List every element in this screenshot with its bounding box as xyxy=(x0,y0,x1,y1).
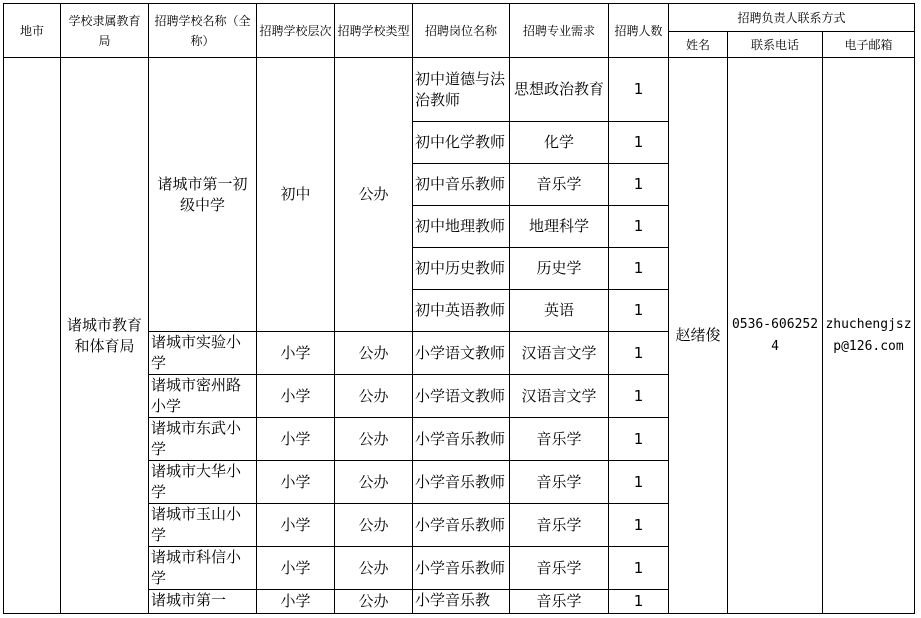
position-cell: 初中道德与法治教师 xyxy=(413,58,510,122)
major-cell: 音乐学 xyxy=(510,590,609,614)
count-cell: 1 xyxy=(609,461,669,504)
school-level-cell: 初中 xyxy=(257,58,335,332)
school-level-cell: 小学 xyxy=(257,418,335,461)
count-cell: 1 xyxy=(609,547,669,590)
position-cell: 初中音乐教师 xyxy=(413,164,510,206)
header-level: 招聘学校层次 xyxy=(257,4,335,58)
school-type-cell: 公办 xyxy=(335,461,413,504)
school-level-cell: 小学 xyxy=(257,375,335,418)
school-level-cell: 小学 xyxy=(257,504,335,547)
position-cell: 初中地理教师 xyxy=(413,206,510,248)
school-type-cell: 公办 xyxy=(335,590,413,614)
position-cell: 小学音乐教师 xyxy=(413,504,510,547)
contact-email-cell: zhuchengjszp@126.com xyxy=(823,58,915,614)
count-cell: 1 xyxy=(609,206,669,248)
major-cell: 音乐学 xyxy=(510,547,609,590)
major-cell: 历史学 xyxy=(510,248,609,290)
header-count: 招聘人数 xyxy=(609,4,669,58)
header-contact: 招聘负责人联系方式 xyxy=(669,4,915,32)
count-cell: 1 xyxy=(609,58,669,122)
header-region: 地市 xyxy=(4,4,61,58)
major-cell: 汉语言文学 xyxy=(510,375,609,418)
recruitment-table xyxy=(3,3,915,614)
major-cell: 音乐学 xyxy=(510,418,609,461)
count-cell: 1 xyxy=(609,418,669,461)
count-cell: 1 xyxy=(609,590,669,614)
school-name-cell: 诸城市第一初级中学 xyxy=(149,58,257,332)
position-cell: 小学语文教师 xyxy=(413,332,510,375)
count-cell: 1 xyxy=(609,504,669,547)
school-type-cell: 公办 xyxy=(335,547,413,590)
school-name-cell: 诸城市东武小学 xyxy=(149,418,257,461)
header-major: 招聘专业需求 xyxy=(510,4,609,58)
major-cell: 音乐学 xyxy=(510,461,609,504)
position-cell: 小学音乐教 xyxy=(413,590,510,614)
school-type-cell: 公办 xyxy=(335,58,413,332)
school-name-cell: 诸城市大华小学 xyxy=(149,461,257,504)
contact-name-cell: 赵绪俊 xyxy=(669,58,728,614)
position-cell: 初中英语教师 xyxy=(413,290,510,332)
position-cell: 小学音乐教师 xyxy=(413,461,510,504)
header-bureau: 学校隶属教育局 xyxy=(61,4,149,58)
header-contact-name: 姓名 xyxy=(669,32,728,58)
position-cell: 小学音乐教师 xyxy=(413,418,510,461)
count-cell: 1 xyxy=(609,290,669,332)
school-name-cell: 诸城市第一 xyxy=(149,590,257,614)
school-level-cell: 小学 xyxy=(257,332,335,375)
major-cell: 音乐学 xyxy=(510,164,609,206)
position-cell: 初中历史教师 xyxy=(413,248,510,290)
school-type-cell: 公办 xyxy=(335,504,413,547)
major-cell: 英语 xyxy=(510,290,609,332)
header-contact-email: 电子邮箱 xyxy=(823,32,915,58)
position-cell: 小学语文教师 xyxy=(413,375,510,418)
count-cell: 1 xyxy=(609,375,669,418)
position-cell: 小学音乐教师 xyxy=(413,547,510,590)
school-name-cell: 诸城市科信小学 xyxy=(149,547,257,590)
school-type-cell: 公办 xyxy=(335,332,413,375)
count-cell: 1 xyxy=(609,332,669,375)
major-cell: 汉语言文学 xyxy=(510,332,609,375)
major-cell: 地理科学 xyxy=(510,206,609,248)
count-cell: 1 xyxy=(609,164,669,206)
school-level-cell: 小学 xyxy=(257,547,335,590)
position-cell: 初中化学教师 xyxy=(413,122,510,164)
header-position: 招聘岗位名称 xyxy=(413,4,510,58)
region-cell xyxy=(4,58,61,614)
school-name-cell: 诸城市玉山小学 xyxy=(149,504,257,547)
header-contact-phone: 联系电话 xyxy=(728,32,823,58)
school-type-cell: 公办 xyxy=(335,375,413,418)
school-type-cell: 公办 xyxy=(335,418,413,461)
count-cell: 1 xyxy=(609,248,669,290)
count-cell: 1 xyxy=(609,122,669,164)
school-name-cell: 诸城市实验小学 xyxy=(149,332,257,375)
major-cell: 音乐学 xyxy=(510,504,609,547)
school-level-cell: 小学 xyxy=(257,590,335,614)
school-name-cell: 诸城市密州路小学 xyxy=(149,375,257,418)
major-cell: 思想政治教育 xyxy=(510,58,609,122)
header-school-name: 招聘学校名称（全称） xyxy=(149,4,257,58)
major-cell: 化学 xyxy=(510,122,609,164)
bureau-cell: 诸城市教育和体育局 xyxy=(61,58,149,614)
header-type: 招聘学校类型 xyxy=(335,4,413,58)
contact-phone-cell: 0536-6062524 xyxy=(728,58,823,614)
school-level-cell: 小学 xyxy=(257,461,335,504)
